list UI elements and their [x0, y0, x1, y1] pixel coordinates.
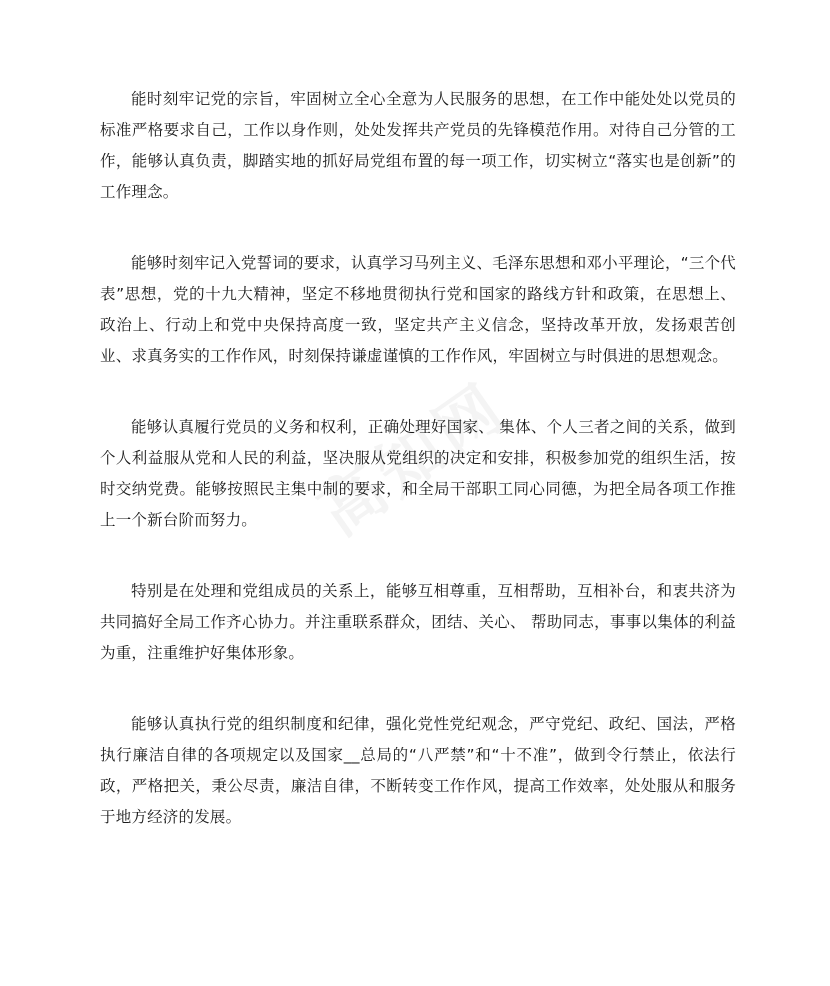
paragraph-3: 能够认真履行党员的义务和权利，正确处理好国家、 集体、个人三者之间的关系，做到个人利益服从党和人民的利益，坚决服从党组织的决定和安排，积极参加党的组织生活，按时交纳党费。能够按照民主集中制的要求，和全局干部职工同心同德，为把全局各项工作推上一个新台阶而努力。 — [100, 418, 736, 529]
paragraph-1: 能时刻牢记党的宗旨，牢固树立全心全意为人民服务的思想，在工作中能处处以党员的标准严格要求自己，工作以身作则，处处发挥共产党员的先锋模范作用。对待自己分管的工作，能够认真负责，脚踏实地的抓好局党组布置的每一项工作，切实树立“落实也是创新”的工作理念。 — [100, 90, 736, 201]
document-body — [100, 84, 736, 873]
paragraph-2: 能够时刻牢记入党誓词的要求，认真学习马列主义、毛泽东思想和邓小平理论，“三个代表”思想，党的十九大精神，坚定不移地贯彻执行党和国家的路线方针和政策，在思想上、政治上、行动上和党中央保持高度一致，坚定共产主义信念，坚持改革开放，发扬艰苦创业、求真务实的工作作风，时刻保持谦虚谨慎的工作作风，牢固树立与时俱进的思想观念。 — [100, 254, 736, 365]
paragraph-5: 能够认真执行党的组织制度和纪律，强化党性党纪观念，严守党纪、政纪、国法，严格执行廉洁自律的各项规定以及国家__总局的“八严禁”和“十不准”，做到令行禁止，依法行政，严格把关，秉公尽责，廉洁自律，不断转变工作作风，提高工作效率，处处服从和服务于地方经济的发展。 — [100, 715, 736, 826]
paragraph-4: 特别是在处理和党组成员的关系上，能够互相尊重，互相帮助，互相补台，和衷共济为共同搞好全局工作齐心协力。并注重联系群众，团结、关心、 帮助同志，事事以集体的利益为重，注重维护好集体形象。 — [100, 582, 736, 662]
